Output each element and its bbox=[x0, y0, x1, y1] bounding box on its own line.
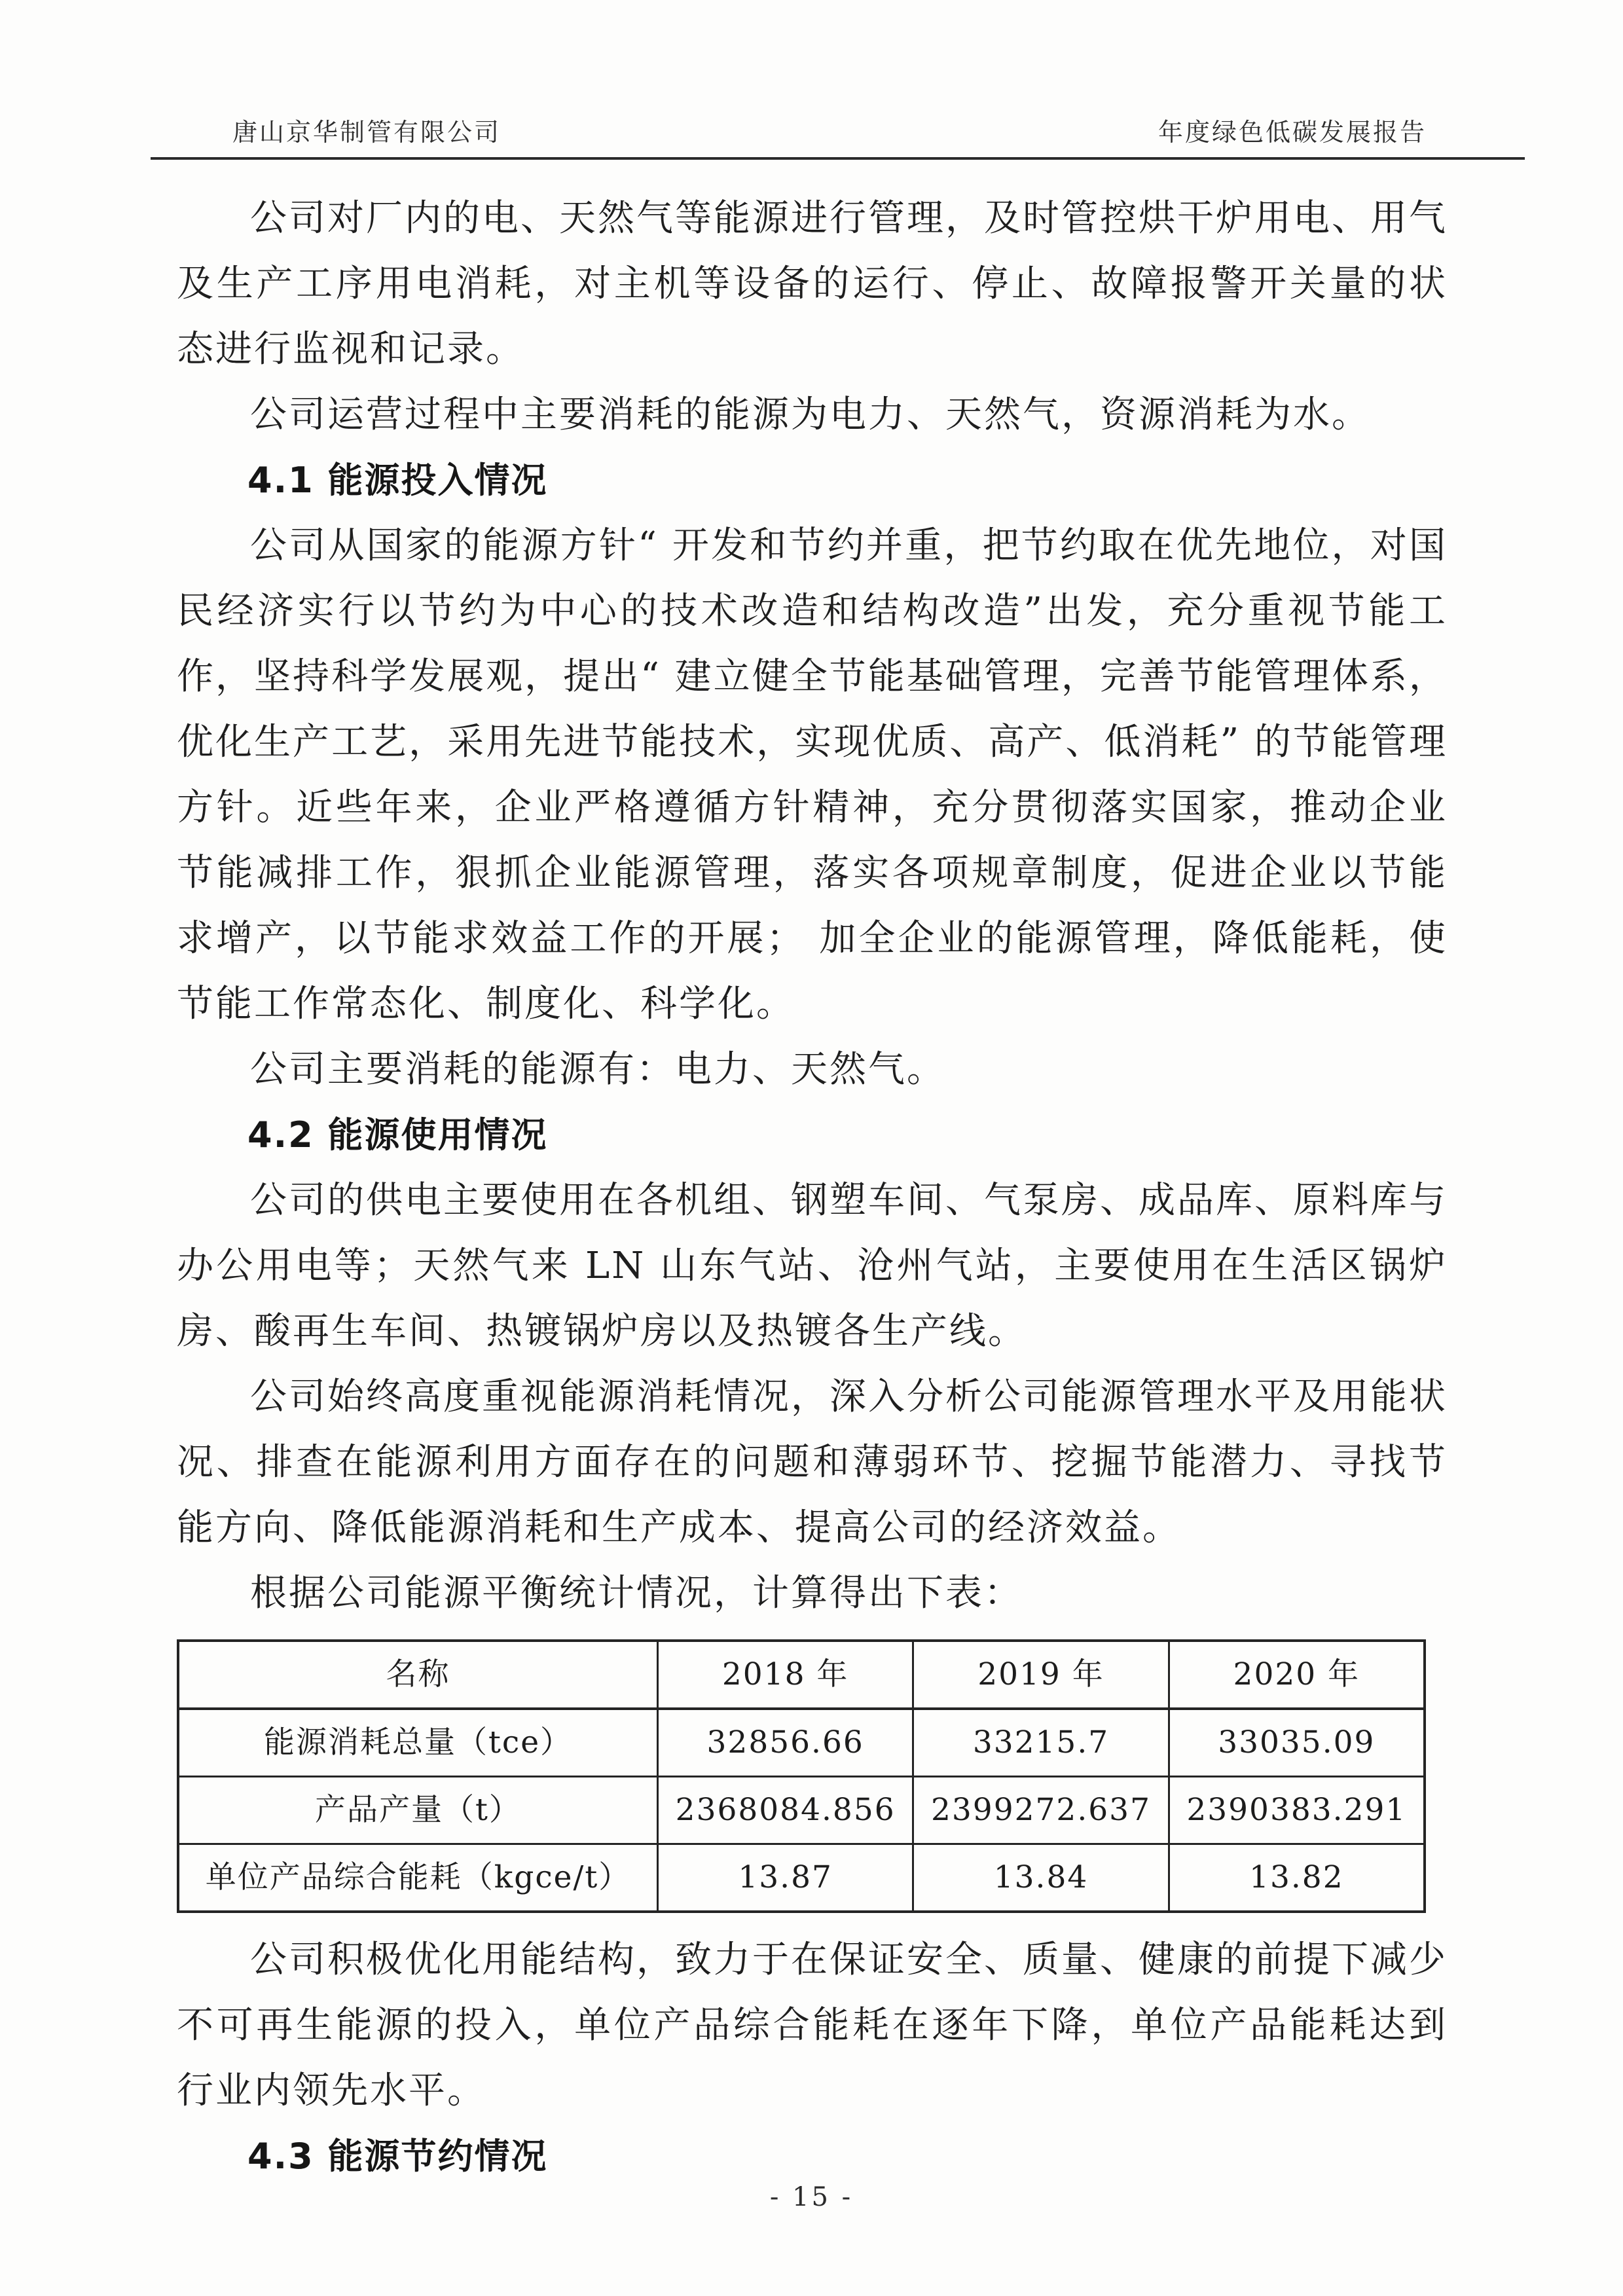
table-cell: 2399272.637 bbox=[913, 1776, 1169, 1844]
table-cell: 13.87 bbox=[658, 1844, 913, 1912]
table-cell: 13.84 bbox=[913, 1844, 1169, 1912]
table-row-product-output bbox=[178, 1776, 1425, 1844]
header-divider bbox=[151, 157, 1525, 160]
table-cell: 单位产品综合能耗（kgce/t） bbox=[178, 1844, 658, 1912]
table-cell: 产品产量（t） bbox=[178, 1776, 658, 1844]
table-header-name: 名称 bbox=[178, 1641, 658, 1709]
paragraph-energy-management: 公司对厂内的电、天然气等能源进行管理，及时管控烘干炉用电、用气及生产工序用电消耗，对主机等设备的运行、停止、故障报警开关量的状态进行监视和记录。 bbox=[177, 196, 1448, 371]
table-row-unit-energy bbox=[178, 1844, 1425, 1912]
table-cell: 32856.66 bbox=[658, 1709, 913, 1777]
page-header bbox=[0, 0, 1623, 147]
paragraph-energy-policy: 公司从国家的能源方针“ 开发和节约并重，把节约取在优先地位，对国民经济实行以节约为中心的技术改造和结构改造”出发，充分重视节能工作，坚持科学发展观，提出“ 建立健全节能基础管理，完善节能管理体系，优化生产工艺，采用先进节能技术，实现优质、高产、低消耗” 的节能管理方针。近些年来，企业严格遵循方针精神，充分贯彻落实国家，推动企业节能减排工作，狠抓企业能源管理，落实各项规章制度，促进企业以节能求增产，以节能求效益工作的开展； 加全企业的能源管理，降低能耗，使节能工作常态化、制度化、科学化。 bbox=[177, 524, 1448, 1025]
paragraph-energy-analysis: 公司始终高度重视能源消耗情况，深入分析公司能源管理水平及用能状况、排查在能源利用方面存在的问题和薄弱环节、挖掘节能潜力、寻找节能方向、降低能源消耗和生产成本、提高公司的经济效益。 bbox=[177, 1375, 1448, 1549]
table-cell: 33215.7 bbox=[913, 1709, 1169, 1777]
paragraph-main-energy: 公司运营过程中主要消耗的能源为电力、天然气，资源消耗为水。 bbox=[250, 393, 1370, 436]
table-header-row bbox=[178, 1641, 1425, 1709]
paragraph-power-usage: 公司的供电主要使用在各机组、钢塑车间、气泵房、成品库、原料库与办公用电等；天然气来 LN 山东气站、沧州气站，主要使用在生活区锅炉房、酸再生车间、热镀锅炉房以及热镀各生产线。 bbox=[177, 1178, 1448, 1353]
table-cell: 2390383.291 bbox=[1169, 1776, 1425, 1844]
page-number: - 15 - bbox=[769, 2182, 854, 2212]
table-header-2020: 2020 年 bbox=[1169, 1641, 1425, 1709]
table-header-2019: 2019 年 bbox=[913, 1641, 1169, 1709]
table-cell: 33035.09 bbox=[1169, 1709, 1425, 1777]
section-heading-4-3: 4.3 能源节约情况 bbox=[247, 2135, 548, 2177]
paragraph-energy-optimization: 公司积极优化用能结构，致力于在保证安全、质量、健康的前提下减少不可再生能源的投入，单位产品综合能耗在逐年下降，单位产品能耗达到行业内领先水平。 bbox=[177, 1938, 1448, 2112]
section-heading-4-2: 4.2 能源使用情况 bbox=[247, 1114, 548, 1156]
paragraph-energy-types: 公司主要消耗的能源有：电力、天然气。 bbox=[250, 1048, 945, 1091]
energy-balance-table bbox=[177, 1639, 1426, 1913]
table-cell: 13.82 bbox=[1169, 1844, 1425, 1912]
section-heading-4-1: 4.1 能源投入情况 bbox=[247, 459, 548, 501]
table-cell: 能源消耗总量（tce） bbox=[178, 1709, 658, 1777]
header-company-name: 唐山京华制管有限公司 bbox=[232, 118, 501, 147]
header-report-title: 年度绿色低碳发展报告 bbox=[1158, 118, 1427, 147]
table-row-total-energy bbox=[178, 1709, 1425, 1777]
table-header-2018: 2018 年 bbox=[658, 1641, 913, 1709]
table-cell: 2368084.856 bbox=[658, 1776, 913, 1844]
paragraph-table-intro: 根据公司能源平衡统计情况，计算得出下表： bbox=[250, 1571, 1023, 1614]
document-body bbox=[177, 186, 1448, 2189]
